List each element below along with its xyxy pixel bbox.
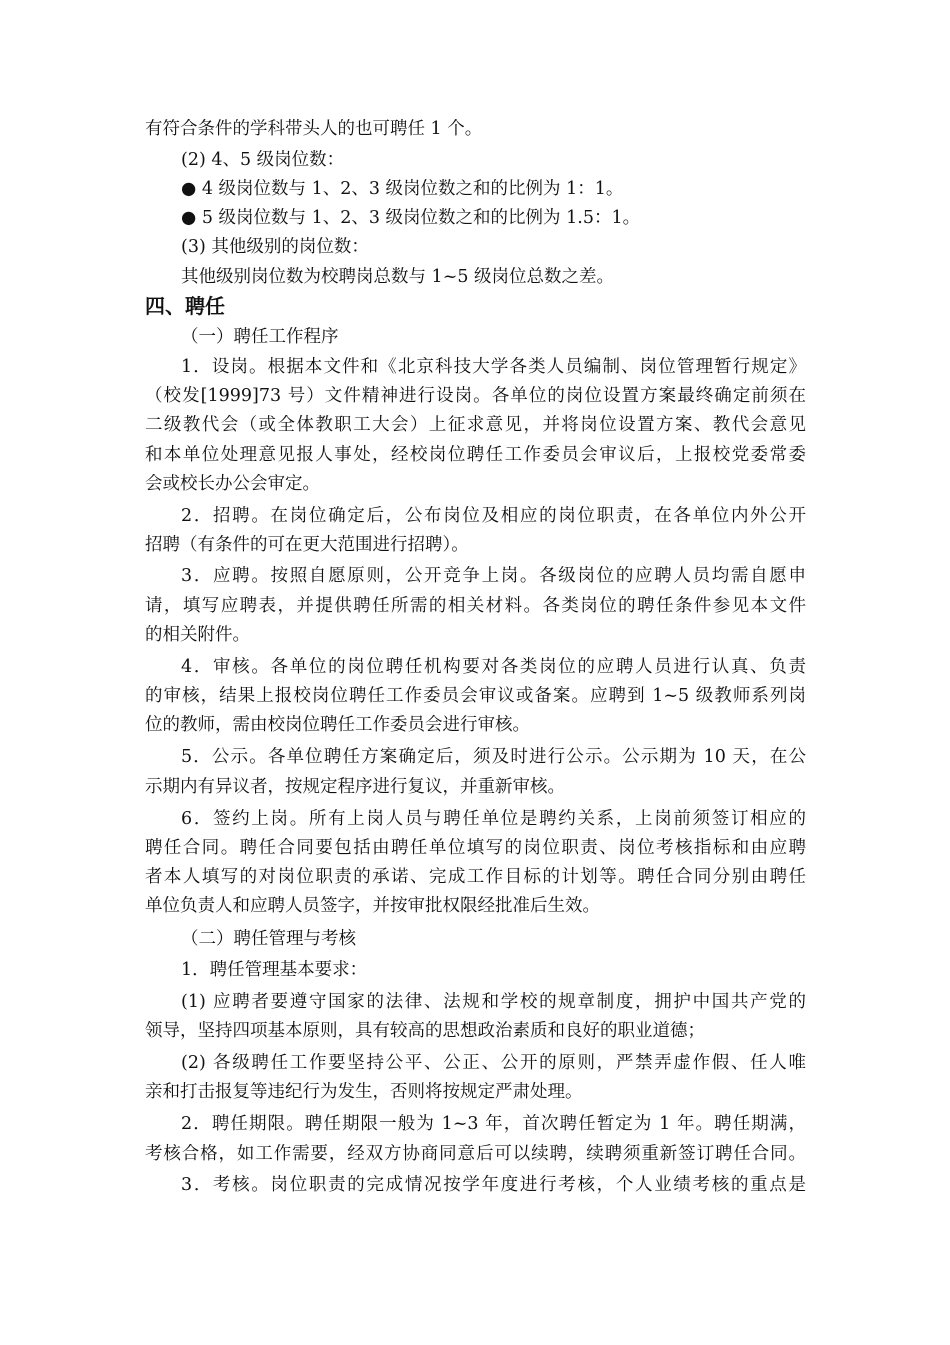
text-line: 和本单位处理意见报人事处，经校岗位聘任工作委员会审议后，上报校党委常委 bbox=[145, 445, 806, 465]
text-line: 2．聘任期限。聘任期限一般为 1~3 年，首次聘任暂定为 1 年。聘任期满， bbox=[181, 1114, 806, 1134]
text-line: 3．应聘。按照自愿原则，公开竞争上岗。各级岗位的应聘人员均需自愿申 bbox=[181, 566, 806, 586]
text-line: 示期内有异议者，按规定程序进行复议，并重新审核。 bbox=[145, 777, 565, 797]
text-line: (1) 应聘者要遵守国家的法律、法规和学校的规章制度，拥护中国共产党的 bbox=[181, 992, 806, 1012]
section-heading: 四、聘任 bbox=[145, 294, 225, 318]
subsection-heading: （二）聘任管理与考核 bbox=[181, 929, 356, 949]
text-line: 4．审核。各单位的岗位聘任机构要对各类岗位的应聘人员进行认真、负责 bbox=[181, 657, 806, 677]
list-item: ● 4 级岗位数与 1、2、3 级岗位数之和的比例为 1：1。 bbox=[181, 179, 624, 199]
text-line: 2．招聘。在岗位确定后，公布岗位及相应的岗位职责，在各单位内外公开 bbox=[181, 506, 806, 526]
text-line: 1．设岗。根据本文件和《北京科技大学各类人员编制、岗位管理暂行规定》 bbox=[181, 357, 806, 377]
text-line: 5．公示。各单位聘任方案确定后，须及时进行公示。公示期为 10 天，在公 bbox=[181, 747, 806, 767]
text-line: 者本人填写的对岗位职责的承诺、完成工作目标的计划等。聘任合同分别由聘任 bbox=[145, 867, 806, 887]
text-line: 聘任合同。聘任合同要包括由聘任单位填写的岗位职责、岗位考核指标和由应聘 bbox=[145, 838, 806, 858]
text-line: 其他级别岗位数为校聘岗总数与 1~5 级岗位总数之差。 bbox=[181, 267, 615, 287]
text-line: 3．考核。岗位职责的完成情况按学年度进行考核，个人业绩考核的重点是 bbox=[181, 1175, 806, 1195]
text-line: 会或校长办公会审定。 bbox=[145, 474, 320, 494]
text-line: 1．聘任管理基本要求： bbox=[181, 960, 368, 980]
text-line: 二级教代会（或全体教职工大会）上征求意见，并将岗位设置方案、教代会意见 bbox=[145, 415, 806, 435]
text-line: 6．签约上岗。所有上岗人员与聘任单位是聘约关系，上岗前须签订相应的 bbox=[181, 809, 806, 829]
text-line: 请，填写应聘表，并提供聘任所需的相关材料。各类岗位的聘任条件参见本文件 bbox=[145, 596, 806, 616]
text-line: 亲和打击报复等违纪行为发生，否则将按规定严肃处理。 bbox=[145, 1082, 583, 1102]
text-line: 考核合格，如工作需要，经双方协商同意后可以续聘，续聘须重新签订聘任合同。 bbox=[145, 1144, 806, 1164]
text-line: （校发[1999]73 号）文件精神进行设岗。各单位的岗位设置方案最终确定前须在 bbox=[145, 386, 806, 406]
list-item: ● 5 级岗位数与 1、2、3 级岗位数之和的比例为 1.5：1。 bbox=[181, 208, 641, 228]
text-line: 招聘（有条件的可在更大范围进行招聘）。 bbox=[145, 535, 469, 555]
text-line: 单位负责人和应聘人员签字，并按审批权限经批准后生效。 bbox=[145, 896, 600, 916]
text-line: 领导，坚持四项基本原则，具有较高的思想政治素质和良好的职业道德； bbox=[145, 1021, 705, 1041]
text-line: 的相关附件。 bbox=[145, 625, 250, 645]
text-line: (2) 各级聘任工作要坚持公平、公正、公开的原则，严禁弄虚作假、任人唯 bbox=[181, 1053, 806, 1073]
text-line: (2) 4、5 级岗位数： bbox=[181, 150, 345, 170]
text-line: 有符合条件的学科带头人的也可聘任 1 个。 bbox=[145, 119, 483, 139]
text-line: 的审核，结果上报校岗位聘任工作委员会审议或备案。应聘到 1~5 级教师系列岗 bbox=[145, 686, 806, 706]
text-line: 位的教师，需由校岗位聘任工作委员会进行审核。 bbox=[145, 715, 530, 735]
subsection-heading: （一）聘任工作程序 bbox=[181, 327, 339, 347]
text-line: (3) 其他级别的岗位数： bbox=[181, 237, 369, 257]
